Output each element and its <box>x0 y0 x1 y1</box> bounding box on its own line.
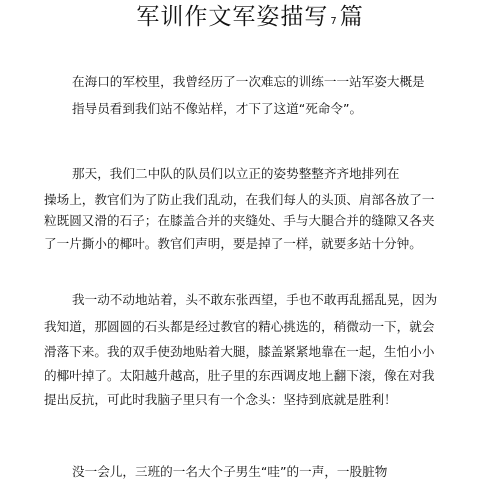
paragraph-line: 滑落下来。我的双手使劲地贴着大腿，膝盖紧紧地靠在一起，生怕小小 <box>44 344 435 359</box>
paragraph-line: 的椰叶掉了。太阳越升越高，肚子里的东西调皮地上翻下滚，像在对我 <box>44 368 435 383</box>
title-number: 7 <box>330 16 337 27</box>
title-suffix: 篇 <box>339 4 364 30</box>
paragraph-line: 我知道，那圆圆的石头都是经过教官的精心挑选的，稍微动一下，就会 <box>44 319 435 334</box>
paragraph-line: 没一会儿，三班的一名大个子男生“哇”的一声，一股脏物 <box>72 464 388 479</box>
paragraph-2 <box>44 163 472 273</box>
title-text: 军训作文军姿描写 <box>136 4 329 30</box>
paragraph-line: 我一动不动地站着，头不敢东张西望，手也不敢再乱摇乱晃，因为 <box>72 292 438 307</box>
paragraph-line: 在海口的军校里，我曾经历了一次难忘的训练一一站军姿大概是 <box>72 74 425 89</box>
paragraph-line: 指导员看到我们站不像站样，才下了这道“死命令”。 <box>72 101 363 116</box>
paragraph-line: 操场上，教官们为了防止我们乱动，在我们每人的头顶、肩部各放了一 <box>44 192 435 207</box>
paragraph-line: 粒既圆又滑的石子；在膝盖合并的夹缝处、手与大腿合并的缝隙又各夹 <box>44 213 435 228</box>
paragraph-3 <box>44 289 472 434</box>
paragraph-line: 了一片撕小的椰叶。教官们声明，要是掉了一样，就要多站十分钟。 <box>44 236 422 251</box>
paragraph-4 <box>72 461 472 483</box>
page-title <box>0 2 500 37</box>
paragraph-line: 那天，我们二中队的队员们以立正的姿势整整齐齐地排列在 <box>72 166 400 181</box>
paragraph-1 <box>72 71 472 131</box>
paragraph-line: 提出反抗，可此时我脑子里只有一个念头：坚持到底就是胜利！ <box>44 392 397 407</box>
